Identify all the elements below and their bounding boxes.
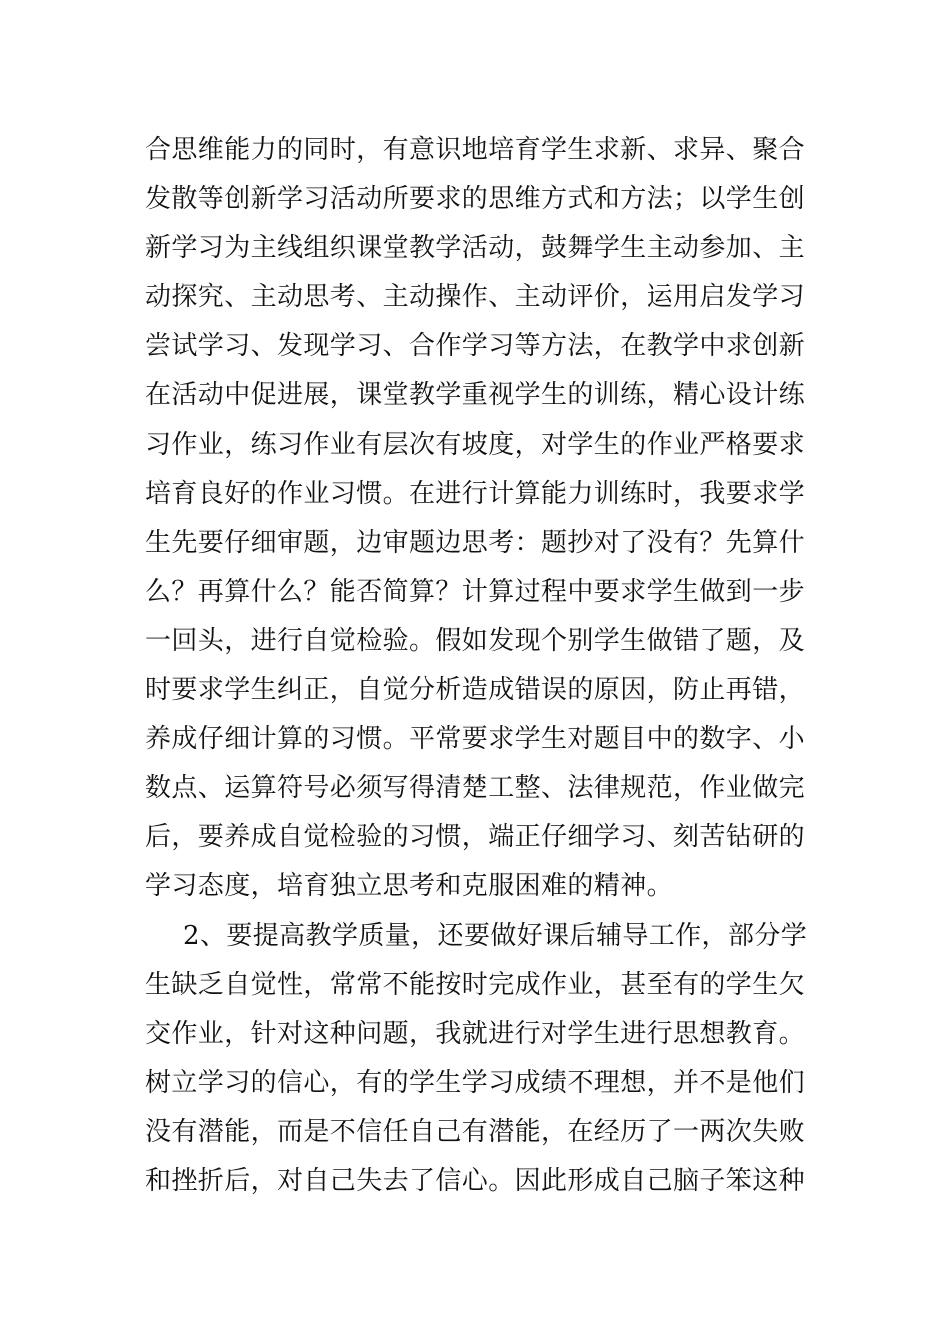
text-line-2: 发散等创新学习活动所要求的思维方式和方法；以学生创 xyxy=(145,184,806,215)
text-line-3: 新学习为主线组织课堂教学活动，鼓舞学生主动参加、主 xyxy=(145,233,806,264)
text-line-7: 习作业，练习作业有层次有坡度，对学生的作业严格要求 xyxy=(145,429,806,460)
text-line-20: 树立学习的信心，有的学生学习成绩不理想，并不是他们 xyxy=(145,1067,806,1098)
text-line-18: 生缺乏自觉性，常常不能按时完成作业，甚至有的学生欠 xyxy=(145,969,806,1000)
text-line-5: 尝试学习、发现学习、合作学习等方法，在教学中求创新 xyxy=(145,331,806,362)
text-line-9: 生先要仔细审题，边审题边思考：题抄对了没有？先算什 xyxy=(145,527,806,558)
text-line-15: 后，要养成自觉检验的习惯，端正仔细学习、刻苦钻研的 xyxy=(145,822,806,853)
text-line-21: 没有潜能，而是不信任自己有潜能，在经历了一两次失败 xyxy=(145,1116,806,1147)
text-line-1: 合思维能力的同时，有意识地培育学生求新、求异、聚合 xyxy=(145,135,806,165)
body-text xyxy=(145,126,810,1206)
text-line-19: 交作业，针对这种问题，我就进行对学生进行思想教育。 xyxy=(145,1018,806,1049)
text-line-6: 在活动中促进展，课堂教学重视学生的训练，精心设计练 xyxy=(145,380,806,411)
text-line-11: 一回头，进行自觉检验。假如发现个别学生做错了题，及 xyxy=(145,625,806,656)
text-line-14: 数点、运算符号必须写得清楚工整、法律规范，作业做完 xyxy=(145,773,806,804)
text-line-12: 时要求学生纠正，自觉分析造成错误的原因，防止再错， xyxy=(145,675,806,706)
text-line-16: 学习态度，培育独立思考和克服困难的精神。 xyxy=(145,871,674,902)
text-line-22: 和挫折后，对自己失去了信心。因此形成自己脑子笨这种 xyxy=(145,1165,806,1196)
text-line-4: 动探究、主动思考、主动操作、主动评价，运用启发学习 xyxy=(145,282,806,313)
text-line-10: 么？再算什么？能否简算？计算过程中要求学生做到一步 xyxy=(145,576,806,607)
text-line-8: 培育良好的作业习惯。在进行计算能力训练时，我要求学 xyxy=(145,478,806,509)
text-line-13: 养成仔细计算的习惯。平常要求学生对题目中的数字、小 xyxy=(145,724,806,755)
paragraph-2-first-line: 2、要提高教学质量，还要做好课后辅导工作，部分学 xyxy=(183,920,808,951)
